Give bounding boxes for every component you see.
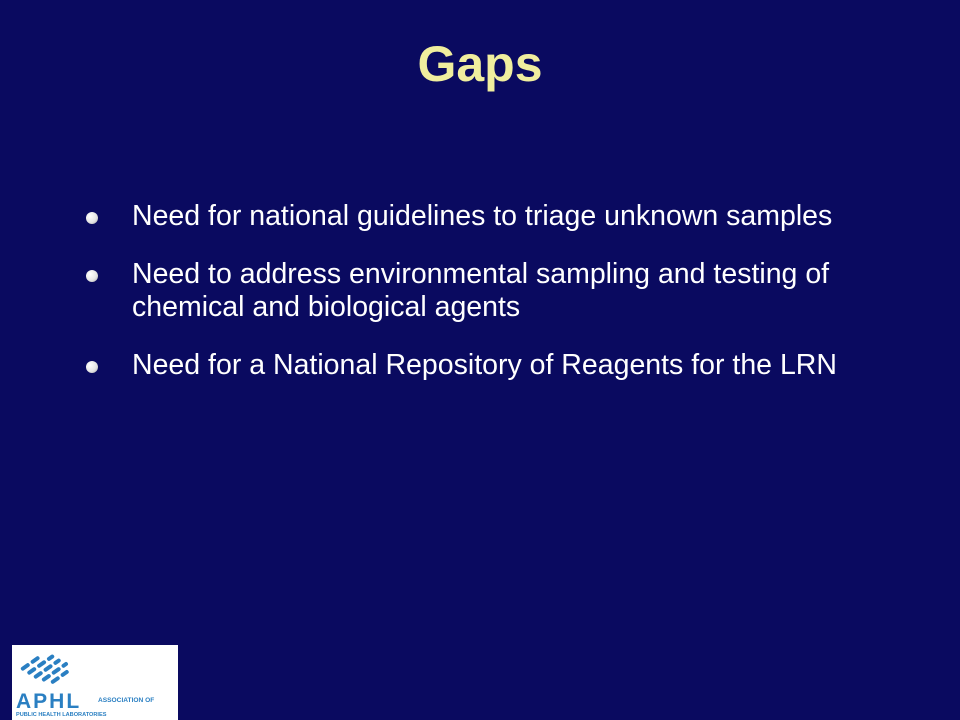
bullet-text: Need to address environmental sampling and testing of chemical and biological agents: [132, 258, 830, 323]
bullet-dot-icon: [86, 270, 98, 282]
logo-name-line1: ASSOCIATION OF: [98, 697, 155, 704]
bullet-text: Need for national guidelines to triage unknown samples: [132, 200, 833, 232]
bullet-item: [84, 200, 884, 233]
bullet-item: [84, 258, 884, 324]
bullet-dot-icon: [86, 361, 98, 373]
aphl-helix-icon: [20, 645, 73, 694]
bullet-dot-icon: [86, 212, 98, 224]
logo-acronym: APHL: [16, 690, 82, 713]
bullet-item: [84, 349, 884, 382]
logo-name-line2: PUBLIC HEALTH LABORATORIES: [16, 712, 107, 718]
bullet-text: Need for a National Repository of Reagents for the LRN: [132, 349, 837, 381]
bullet-list: [84, 200, 884, 407]
slide-title: Gaps: [417, 36, 543, 92]
aphl-logo-graphic: [12, 645, 178, 720]
aphl-logo: [12, 645, 178, 720]
